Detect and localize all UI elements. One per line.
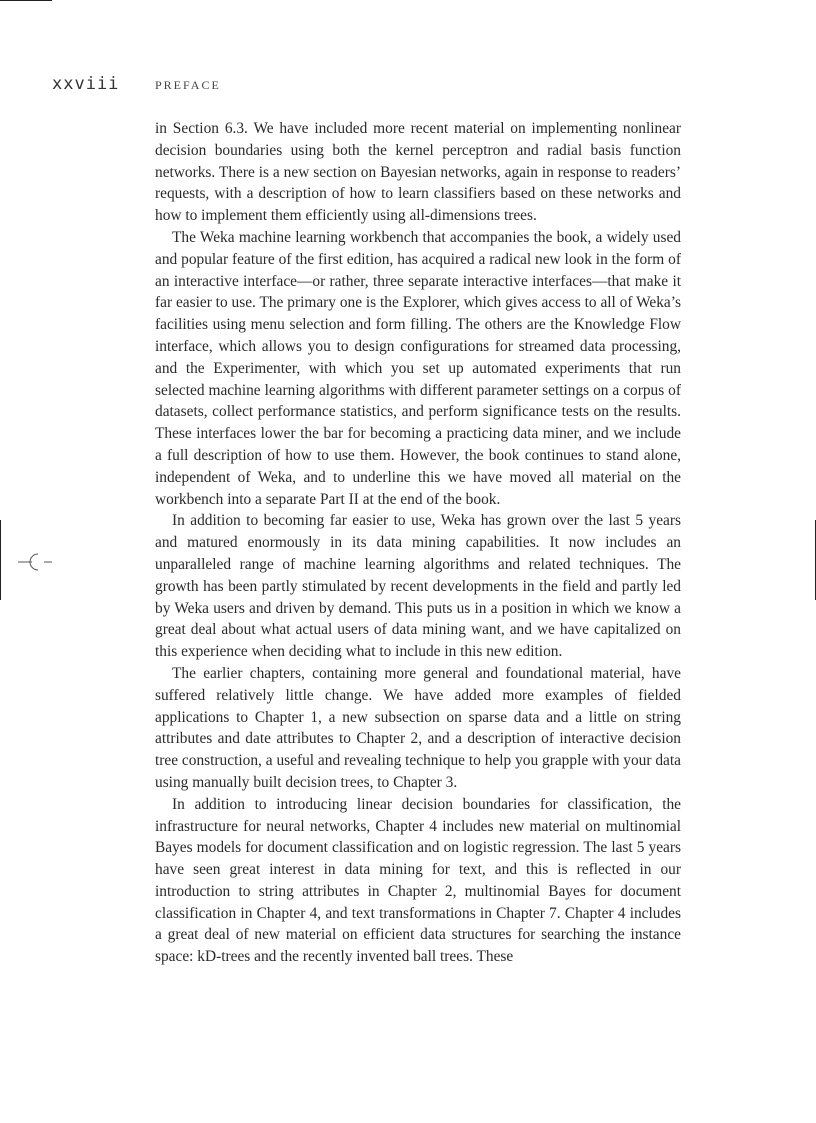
body-text: [155, 118, 681, 968]
section-title: PREFACE: [155, 78, 221, 92]
page-number: xxviii: [52, 74, 120, 94]
crop-mark-top: [0, 0, 52, 1]
paragraph: The earlier chapters, containing more general and foundational material, have suffered relatively little change. We have added more examples of fielded applications to Chapter 1, a new subsection on sparse data and a little on string attributes and date attributes to Chapter 2, and a description of interactive decision tree construction, a useful and revealing technique to help you grapple with your data using manually built decision trees, to Chapter 3.: [155, 664, 681, 791]
paragraph: In addition to becoming far easier to use, Weka has grown over the last 5 years and matured enormously in its data mining capabilities. It now includes an unparalleled range of machine learning algorithms and related techniques. The growth has been partly stimulated by recent developments in the field and partly led by Weka users and driven by demand. This puts us in a position in which we know a great deal about what actual users of data mining want, and we have capitalized on this experience when deciding what to include in this new edition.: [155, 512, 681, 661]
registration-mark-icon: [18, 550, 58, 574]
paragraph: in Section 6.3. We have included more recent material on implementing nonlinear decision boundaries using both the kernel perceptron and radial basis function networks. There is a new section on Bayesian networks, again in response to readers’ requests, with a description of how to learn classifiers based on these networks and how to implement them efficiently using all-dimensions trees.: [155, 120, 681, 225]
paragraph: In addition to introducing linear decision boundaries for classification, the infrastructure for neural networks, Chapter 4 includes new material on multinomial Bayes models for document classification and on logistic regression. The last 5 years have seen great interest in data mining for text, and this is reflected in our introduction to string attributes in Chapter 2, multinomial Bayes for document classification in Chapter 4, and text transformations in Chapter 7. Chapter 4 includes a great deal of new material on efficient data structures for searching the instance space: kD-trees and the recently invented ball trees. These: [155, 795, 681, 966]
crop-mark-left: [0, 520, 1, 600]
paragraph: The Weka machine learning workbench that accompanies the book, a widely used and popular feature of the first edition, has acquired a radical new look in the form of an interactive interface—or rather, three separate interactive interfaces—that make it far easier to use. The primary one is the Explorer, which gives access to all of Weka’s facilities using menu selection and form filling. The others are the Knowledge Flow interface, which allows you to design configurations for streamed data processing, and the Experimenter, with which you set up automated experiments that run selected machine learning algorithms with different parameter settings on a corpus of datasets, collect performance statistics, and perform significance tests on the results. These interfaces lower the bar for becoming a practicing data miner, and we include a full description of how to use them. However, the book continues to stand alone, independent of Weka, and to underline this we have moved all material on the workbench into a separate Part II at the end of the book.: [155, 228, 681, 508]
running-head: [52, 74, 221, 94]
